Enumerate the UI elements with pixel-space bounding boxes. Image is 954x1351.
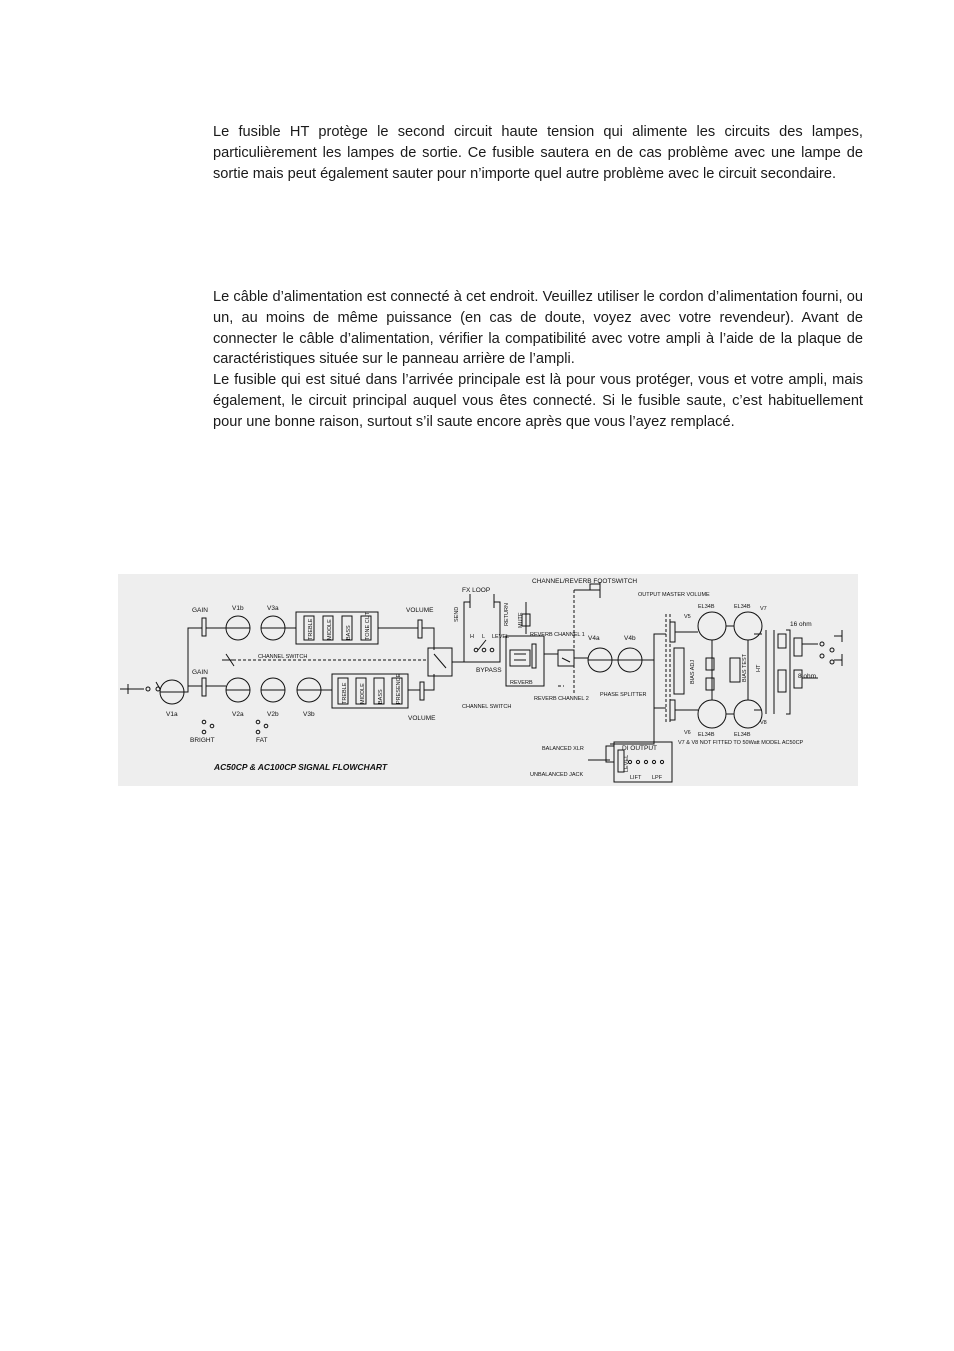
bass-1-label: BASS (346, 625, 352, 640)
v6-label: V6 (684, 730, 691, 736)
reverb-label: REVERB (510, 680, 533, 686)
bass-2-label: BASS (378, 689, 384, 704)
v4b-label: V4b (624, 635, 636, 642)
ohm-16-label: 16 ohm (790, 621, 812, 628)
footswitch-label: CHANNEL/REVERB FOOTSWITCH (532, 578, 638, 585)
v3b-label: V3b (303, 711, 315, 718)
ohm-8-label: 8 ohm (798, 673, 817, 680)
level-label: LEVEL (492, 634, 510, 640)
signal-flowchart-diagram (118, 574, 858, 786)
el34-3-label: EL34B (698, 732, 715, 738)
unbalanced-jack-label: UNBALANCED JACK (530, 772, 584, 778)
treble-1-label: TREBLE (308, 618, 314, 640)
el34-4-label: EL34B (734, 732, 751, 738)
gain-bottom-label: GAIN (192, 669, 208, 676)
return-label: RETURN (504, 603, 510, 626)
v3a-label: V3a (267, 605, 279, 612)
channel-switch-top-label: CHANNEL SWITCH (258, 654, 308, 660)
gain-top-label: GAIN (192, 607, 208, 614)
v1a-label: V1a (166, 711, 178, 718)
di-output-label: DI OUTPUT (622, 745, 658, 752)
presence-label: PRESENCE (396, 673, 402, 704)
reverb-channel-1-label: REVERB CHANNEL 1 (530, 632, 585, 638)
reverb-channel-2-label: REVERB CHANNEL 2 (534, 696, 589, 702)
middle-1-label: MIDDLE (327, 619, 333, 640)
v1b-label: V1b (232, 605, 244, 612)
mains-fuse-paragraph: Le fusible qui est situé dans l’arrivée principale est là pour vous protéger, vous et votre ampli, mais également, le circuit principal auquel vous êtes connecté. Si le fusible saute, c’est habituellement pour une bonne raison, surtout s’il saute encore après que vous l’ayez remplacé. (213, 372, 863, 430)
v5-label: V5 (684, 614, 691, 620)
diagram-title: AC50CP & AC100CP SIGNAL FLOWCHART (214, 762, 388, 772)
mute-label: MUTE (518, 612, 524, 628)
v4a-label: V4a (588, 635, 600, 642)
tone-cut-label: TONE CUT (365, 611, 371, 640)
not-fitted-note: V7 & V8 NOT FITTED TO 50Watt MODEL AC50CP (678, 740, 804, 746)
di-level-label: LEVEL (624, 754, 630, 772)
h-label: H (470, 634, 474, 640)
balanced-xlr-label: BALANCED XLR (542, 746, 584, 752)
v2a-label: V2a (232, 711, 244, 718)
v7-label: V7 (760, 606, 767, 612)
bias-adj-label: BIAS ADJ (690, 659, 696, 684)
fat-label: FAT (256, 737, 268, 744)
volume-top-label: VOLUME (406, 607, 434, 614)
volume-bottom-label: VOLUME (408, 715, 436, 722)
ht-fuse-paragraph: Le fusible HT protège le second circuit haute tension qui alimente les circuits des lampes, particulièrement les lampes de sortie. Ce fusible sautera en de cas problème avec une lampe de sortie mais peut également sauter pour n’importe quel autre problème avec le circuit secondaire. (213, 124, 863, 182)
middle-2-label: MIDDLE (360, 683, 366, 704)
bias-test-label: BIAS TEST (742, 653, 748, 682)
fx-loop-label: FX LOOP (462, 587, 491, 594)
el34-2-label: EL34B (734, 604, 751, 610)
ht-label: HT (756, 664, 762, 672)
treble-2-label: TREBLE (342, 682, 348, 704)
el34-1-label: EL34B (698, 604, 715, 610)
v8-label: V8 (760, 720, 767, 726)
lift-label: LIFT (630, 775, 642, 781)
bright-label: BRIGHT (190, 737, 215, 744)
send-label: SEND (454, 606, 460, 622)
output-master-volume-label: OUTPUT MASTER VOLUME (638, 592, 710, 598)
bypass-label: BYPASS (476, 667, 502, 674)
l-label: L (482, 634, 486, 640)
power-cable-paragraph: Le câble d’alimentation est connecté à cet endroit. Veuillez utiliser le cordon d’alimentation fourni, ou un, au moins de même puissance (en cas de doute, voyez avec votre revendeur). Avant de connecter le câble d’alimentation, vérifier la compatibilité avec votre ampli à l’aide de la plaque de caractéristiques située sur le panneau arrière de l’ampli. (213, 289, 863, 368)
channel-switch-bottom-label: CHANNEL SWITCH (462, 704, 512, 710)
lpf-label: LPF (652, 775, 663, 781)
phase-splitter-label: PHASE SPLITTER (600, 692, 647, 698)
v2b-label: V2b (267, 711, 279, 718)
